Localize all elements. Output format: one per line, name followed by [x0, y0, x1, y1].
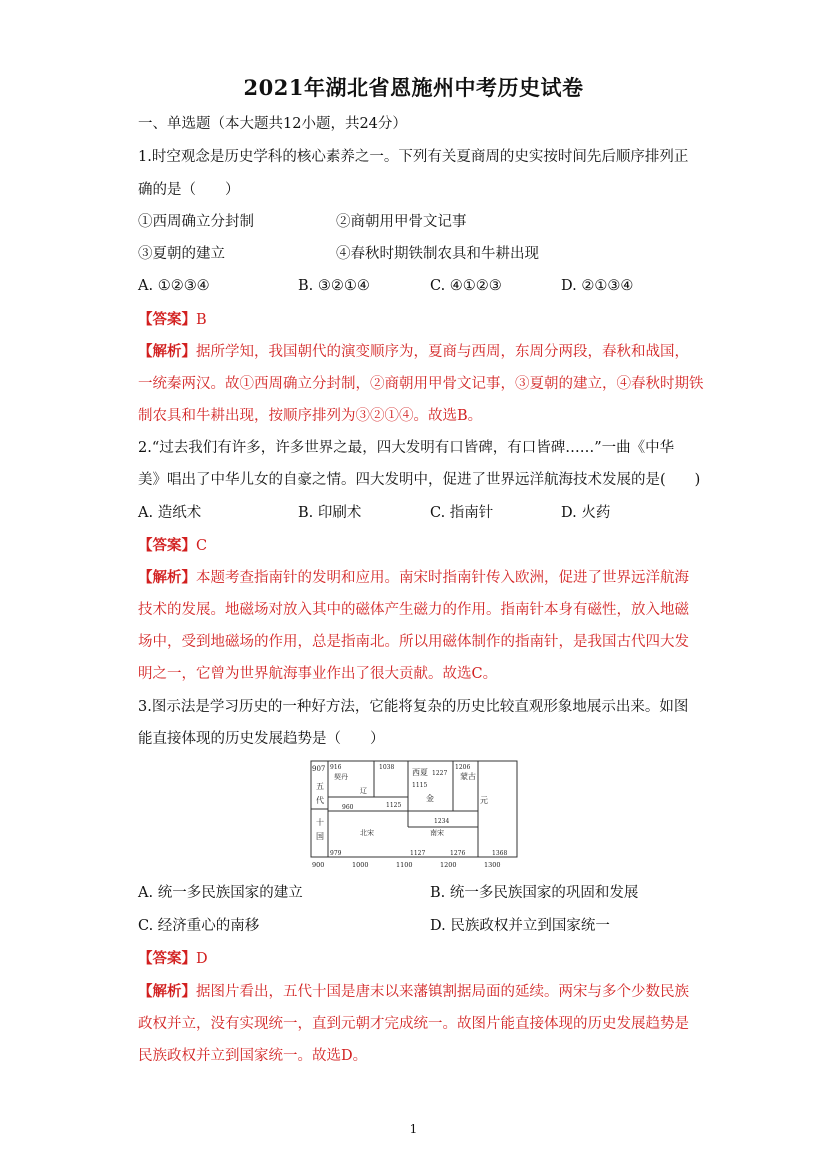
q2-analysis-line1 [138, 568, 689, 588]
analysis-tag: 【解析】 [138, 343, 196, 360]
analysis-text: 据图片看出，五代十国是唐末以来藩镇割据局面的延续。两宋与多个少数民族 [196, 984, 689, 1000]
fig-label: 辽 [360, 787, 367, 795]
q1-option-a: A. ①②③④ [138, 278, 210, 294]
fig-label: 916 [330, 764, 342, 771]
analysis-tag: 【解析】 [138, 569, 196, 586]
fig-label: 960 [342, 804, 354, 811]
q2-analysis-line3: 场中，受到地磁场的作用，总是指南北。所以用磁体制作的指南针，是我国古代四大发 [138, 634, 689, 650]
q3-answer [138, 949, 208, 969]
q1-analysis-line1 [138, 342, 689, 362]
q3-analysis-line3: 民族政权并立到国家统一。故选D。 [138, 1048, 368, 1064]
answer-tag: 【答案】 [138, 950, 196, 967]
q3-option-a: A. 统一多民族国家的建立 [138, 885, 303, 901]
fig-label: 1127 [410, 850, 426, 857]
q1-item-1: ①西周确立分封制 [138, 214, 254, 230]
q2-analysis-line4: 明之一，它曾为世界航海事业作出了很大贡献。故选C。 [138, 666, 498, 682]
q3-option-b: B. 统一多民族国家的巩固和发展 [430, 885, 639, 901]
q3-stem-line2: 能直接体现的历史发展趋势是（ ） [138, 731, 385, 747]
analysis-text: 据所学知，我国朝代的演变顺序为，夏商与西周，东周分两段，春秋和战国， [196, 344, 689, 360]
analysis-text: 本题考查指南针的发明和应用。南宋时指南针传入欧洲，促进了世界远洋航海 [196, 570, 689, 586]
fig-label: 907 [312, 765, 326, 773]
q1-answer [138, 310, 207, 330]
q1-item-3: ③夏朝的建立 [138, 246, 225, 262]
fig-label: 蒙古 [460, 772, 476, 781]
page-title: 2021年湖北省恩施州中考历史试卷 [243, 75, 584, 100]
answer-value: C [196, 538, 208, 554]
fig-label: 契丹 [334, 773, 348, 781]
q2-option-b: B. 印刷术 [298, 505, 362, 521]
fig-label: 金 [426, 794, 434, 803]
page-number: 1 [409, 1122, 418, 1136]
q1-analysis-line3: 制农具和牛耕出现，按顺序排列为③②①④。故选B。 [138, 408, 483, 424]
q3-analysis-line2: 政权并立，没有实现统一，直到元朝才完成统一。故图片能直接体现的历史发展趋势是 [138, 1016, 689, 1032]
fig-label: 南宋 [430, 829, 444, 837]
fig-label: 1206 [455, 764, 471, 771]
axis-tick: 1200 [440, 861, 457, 869]
section-heading: 一、单选题（本大题共12小题，共24分） [138, 116, 407, 132]
q3-option-d: D. 民族政权并立到国家统一 [430, 918, 610, 934]
q1-stem-line1: 1.时空观念是历史学科的核心素养之一。下列有关夏商周的史实按时间先后顺序排列正 [138, 149, 689, 165]
q1-analysis-line2: 一统秦两汉。故①西周确立分封制，②商朝用甲骨文记事，③夏朝的建立，④春秋时期铁 [138, 376, 704, 392]
q2-analysis-line2: 技术的发展。地磁场对放入其中的磁体产生磁力的作用。指南针本身有磁性，放入地磁 [138, 602, 689, 618]
fig-label: 五 [316, 782, 324, 791]
fig-label: 十 [316, 818, 324, 827]
analysis-tag: 【解析】 [138, 983, 196, 1000]
fig-label: 1234 [434, 818, 450, 825]
q1-option-b: B. ③②①④ [298, 278, 370, 294]
axis-tick: 1300 [484, 861, 501, 869]
fig-label: 元 [480, 796, 488, 805]
axis-tick: 1000 [352, 861, 369, 869]
answer-value: B [196, 312, 207, 328]
q1-item-4: ④春秋时期铁制农具和牛耕出现 [336, 246, 539, 262]
axis-tick: 900 [312, 861, 325, 869]
fig-label: 979 [330, 850, 342, 857]
fig-label: 代 [316, 796, 324, 805]
fig-label: 1038 [379, 764, 395, 771]
answer-tag: 【答案】 [138, 537, 196, 554]
q3-analysis-line1 [138, 982, 689, 1002]
q2-answer [138, 536, 207, 556]
answer-value: D [196, 951, 208, 967]
q2-option-d: D. 火药 [561, 505, 611, 521]
q2-stem-line1: 2.“过去我们有许多，许多世界之最，四大发明有口皆碑，有口皆碑……”一曲《中华 [138, 440, 675, 456]
q1-stem-line2: 确的是（ ） [138, 182, 240, 198]
fig-label: 1115 [412, 782, 428, 789]
fig-label: 西夏 [412, 768, 428, 777]
axis-tick: 1100 [396, 861, 413, 869]
q2-stem-line2: 美》唱出了中华儿女的自豪之情。四大发明中，促进了世界远洋航海技术发展的是( ) [138, 472, 701, 488]
fig-label: 1368 [492, 850, 508, 857]
q3-stem-line1: 3.图示法是学习历史的一种好方法，它能将复杂的历史比较直观形象地展示出来。如图 [138, 699, 689, 715]
fig-label: 1276 [450, 850, 466, 857]
q1-option-d: D. ②①③④ [561, 278, 634, 294]
q1-option-c: C. ④①②③ [430, 278, 502, 294]
q1-item-2: ②商朝用甲骨文记事 [336, 214, 467, 230]
fig-label: 1125 [386, 802, 402, 809]
fig-label: 北宋 [360, 829, 374, 837]
fig-label: 1227 [432, 770, 448, 777]
q2-option-a: A. 造纸术 [138, 505, 202, 521]
q2-option-c: C. 指南针 [430, 505, 494, 521]
fig-label: 国 [316, 832, 324, 841]
dynasty-timeline-figure [308, 759, 520, 869]
answer-tag: 【答案】 [138, 311, 196, 328]
q3-option-c: C. 经济重心的南移 [138, 918, 260, 934]
